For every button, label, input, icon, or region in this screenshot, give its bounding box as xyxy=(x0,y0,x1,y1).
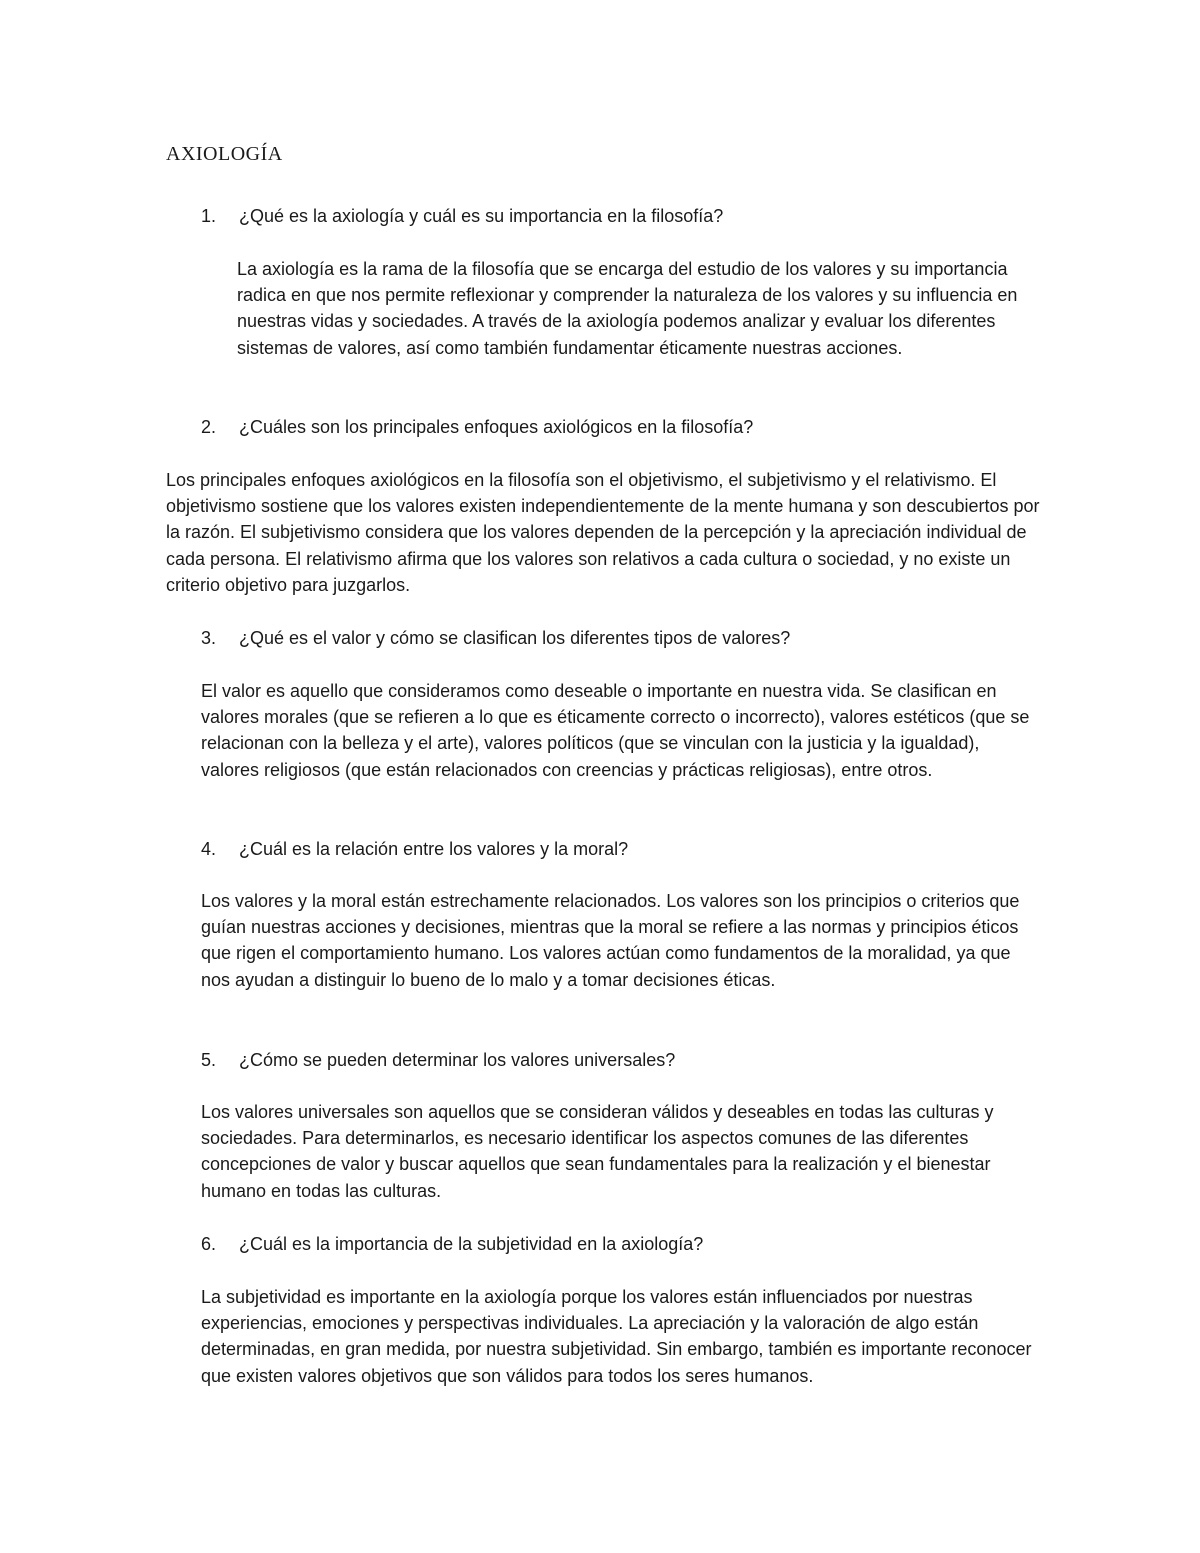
question-5 xyxy=(201,1047,675,1073)
question-1 xyxy=(201,203,723,229)
question-number: 6. xyxy=(201,1234,217,1254)
answer-2: Los principales enfoques axiológicos en la filosofía son el objetivismo, el subjetivismo y el relativismo. El objetivismo sostiene que los valores existen independientemente de la mente humana y son descubiertos por la razón. El subjetivismo considera que los valores dependen de la percepción y la apreciación individual de cada persona. El relativismo afirma que los valores son relativos a cada cultura o sociedad, y no existe un criterio objetivo para juzgarlos. xyxy=(166,470,1040,595)
question-text: ¿Cuál es la relación entre los valores y la moral? xyxy=(239,839,629,859)
question-number: 4. xyxy=(201,839,217,859)
question-text: ¿Cuál es la importancia de la subjetividad en la axiología? xyxy=(239,1234,704,1254)
answer-3: El valor es aquello que consideramos como deseable o importante en nuestra vida. Se clasifican en valores morales (que se refieren a lo que es éticamente correcto o incorrecto), valores estéticos (que se relacionan con la belleza y el arte), valores políticos (que se vinculan con la justicia y la igualdad), valores religiosos (que están relacionados con creencias y prácticas religiosas), entre otros. xyxy=(201,681,1030,780)
question-2 xyxy=(201,414,753,440)
answer-1: La axiología es la rama de la filosofía que se encarga del estudio de los valores y su importancia radica en que nos permite reflexionar y comprender la naturaleza de los valores y su influencia en nuestras vidas y sociedades. A través de la axiología podemos analizar y evaluar los diferentes sistemas de valores, así como también fundamentar éticamente nuestras acciones. xyxy=(237,259,1018,358)
question-number: 1. xyxy=(201,206,217,226)
document-title: AXIOLOGÍA xyxy=(166,143,283,165)
answer-5: Los valores universales son aquellos que se consideran válidos y deseables en todas las culturas y sociedades. Para determinarlos, es necesario identificar los aspectos comunes de las diferentes concepciones de valor y buscar aquellos que sean fundamentales para la realización y el bienestar humano en todas las culturas. xyxy=(201,1102,994,1201)
question-text: ¿Cómo se pueden determinar los valores universales? xyxy=(239,1050,676,1070)
question-text: ¿Qué es la axiología y cuál es su importancia en la filosofía? xyxy=(239,206,724,226)
question-4 xyxy=(201,836,628,862)
question-6 xyxy=(201,1231,703,1257)
question-3 xyxy=(201,625,790,651)
question-text: ¿Cuáles son los principales enfoques axiológicos en la filosofía? xyxy=(239,417,754,437)
question-number: 2. xyxy=(201,417,217,437)
question-number: 3. xyxy=(201,628,217,648)
answer-6: La subjetividad es importante en la axiología porque los valores están influenciados por nuestras experiencias, emociones y perspectivas individuales. La apreciación y la valoración de algo están determinadas, en gran medida, por nuestra subjetividad. Sin embargo, también es importante reconocer que existen valores objetivos que son válidos para todos los seres humanos. xyxy=(201,1287,1032,1386)
question-number: 5. xyxy=(201,1050,217,1070)
question-text: ¿Qué es el valor y cómo se clasifican los diferentes tipos de valores? xyxy=(239,628,791,648)
answer-4: Los valores y la moral están estrechamente relacionados. Los valores son los principios o criterios que guían nuestras acciones y decisiones, mientras que la moral se refiere a las normas y principios éticos que rigen el comportamiento humano. Los valores actúan como fundamentos de la moralidad, ya que nos ayudan a distinguir lo bueno de lo malo y a tomar decisiones éticas. xyxy=(201,891,1020,990)
